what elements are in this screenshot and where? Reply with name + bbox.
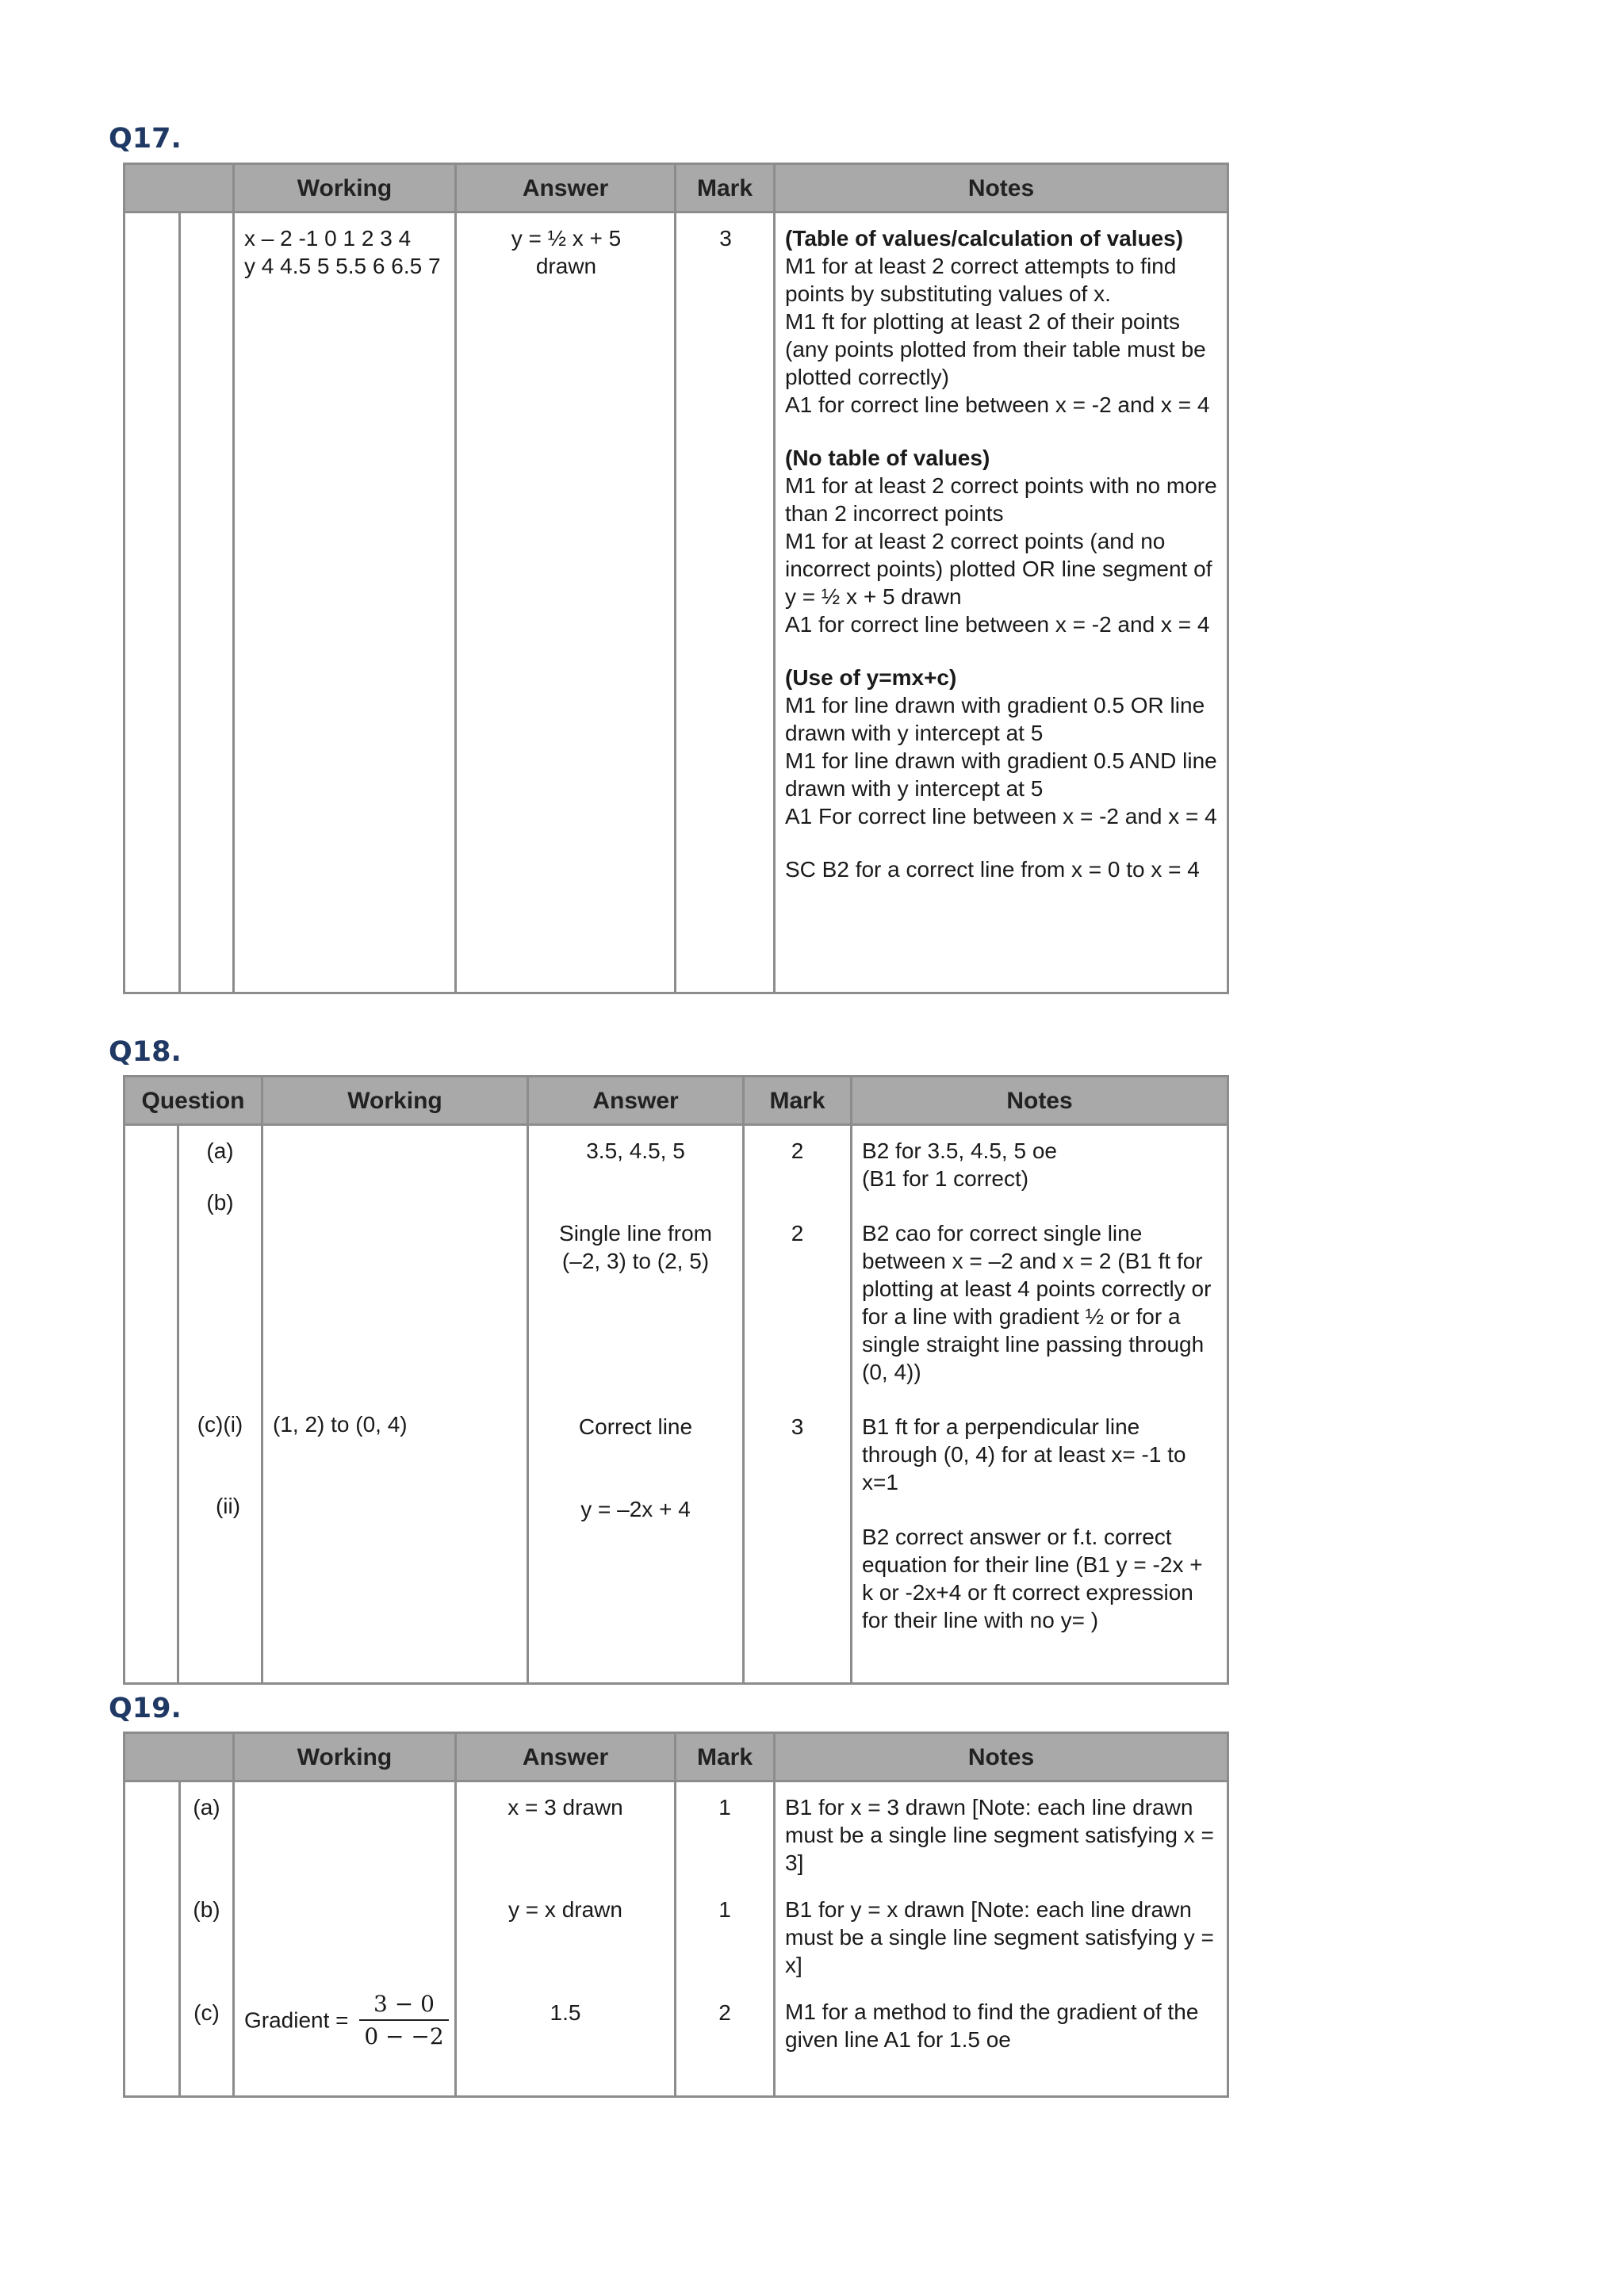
q18-header-working: Working xyxy=(262,1077,528,1125)
q17-note: SC B2 for a correct line from x = 0 to x = 4 xyxy=(785,857,1200,882)
q19-working xyxy=(234,1781,456,2097)
q19-answer-c: 1.5 xyxy=(550,2000,581,2025)
q19-mark-a: 1 xyxy=(718,1795,731,1820)
q17-working xyxy=(234,212,456,993)
q17-notes xyxy=(775,212,1228,993)
q18-note-c-ii: B2 correct answer or f.t. correct equation for their line (B1 y = -2x + k or -2x+4 or ft correct expression for their line with no y= ) xyxy=(862,1525,1203,1632)
q18-working xyxy=(262,1125,528,1684)
q18-working-c-i: (1, 2) to (0, 4) xyxy=(273,1412,408,1437)
q17-note: M1 for at least 2 correct points with no more than 2 incorrect points xyxy=(785,473,1217,526)
q17-mark: 3 xyxy=(676,212,775,993)
q17-notes-heading-1: (Table of values/calculation of values) xyxy=(785,226,1184,251)
q18-answer-b-line1: Single line from xyxy=(559,1221,712,1246)
q19-label: Q19. xyxy=(109,1693,182,1724)
q19-fraction-denominator: 0 − −2 xyxy=(364,2023,444,2049)
q17-answer-line1: y = ½ x + 5 xyxy=(511,226,622,251)
q18-cell-empty xyxy=(124,1125,178,1684)
q17-note: A1 For correct line between x = -2 and x = 4 xyxy=(785,804,1217,828)
q17-answer-line2: drawn xyxy=(535,254,597,278)
q19-note-c: M1 for a method to find the gradient of the given line A1 for 1.5 oe xyxy=(785,1999,1199,2052)
q19-mark xyxy=(676,1781,775,2097)
q19-cell-empty xyxy=(124,1781,180,2097)
q17-header-mark: Mark xyxy=(676,164,775,212)
q17-working-line2: y 4 4.5 5 5.5 6 6.5 7 xyxy=(244,254,441,278)
q18-mark-b: 2 xyxy=(791,1221,804,1246)
q19-answer-b: y = x drawn xyxy=(508,1897,622,1922)
q19-answer xyxy=(456,1781,676,2097)
q17-cell-empty-2 xyxy=(180,212,234,993)
q18-note-c-i: B1 ft for a perpendicular line through (0, 4) for at least x= -1 to x=1 xyxy=(862,1414,1186,1494)
q17-note: A1 for correct line between x = -2 and x = 4 xyxy=(785,612,1210,637)
q17-notes-heading-3: (Use of y=mx+c) xyxy=(785,665,957,690)
q19-note-a: B1 for x = 3 drawn [Note: each line drawn must be a single line segment satisfying x = 3] xyxy=(785,1795,1214,1875)
q19-working-c-label: Gradient = xyxy=(244,2007,349,2033)
q18-mark-c: 3 xyxy=(791,1414,804,1439)
q17-note: M1 for line drawn with gradient 0.5 AND line drawn with y intercept at 5 xyxy=(785,748,1217,801)
q18-header-question: Question xyxy=(124,1077,262,1125)
q19-answer-a: x = 3 drawn xyxy=(508,1795,623,1820)
q18-answer xyxy=(528,1125,744,1684)
q18-header-answer: Answer xyxy=(528,1077,744,1125)
q17-label: Q17. xyxy=(109,123,182,155)
q18-note-a1: B2 for 3.5, 4.5, 5 oe xyxy=(862,1138,1057,1163)
q17-table xyxy=(123,163,1229,994)
q18-mark-a: 2 xyxy=(791,1138,804,1163)
q18-answer-a: 3.5, 4.5, 5 xyxy=(586,1138,685,1163)
q18-part-a: (a) xyxy=(206,1138,234,1163)
q17-note: M1 for at least 2 correct attempts to find points by substituting values of x. xyxy=(785,254,1177,306)
q18-answer-c-ii: y = –2x + 4 xyxy=(580,1497,691,1521)
q18-answer-c-i: Correct line xyxy=(578,1414,693,1439)
q19-part-c: (c) xyxy=(193,2000,220,2025)
q19-mark-c: 2 xyxy=(718,2000,731,2025)
q18-parts xyxy=(178,1125,262,1684)
q18-answer-b-line2: (–2, 3) to (2, 5) xyxy=(561,1249,710,1273)
q17-note: A1 for correct line between x = -2 and x = 4 xyxy=(785,392,1210,417)
q18-part-b: (b) xyxy=(206,1190,234,1215)
q17-header-working: Working xyxy=(234,164,456,212)
q18-part-c-ii: (ii) xyxy=(215,1494,241,1518)
q17-answer xyxy=(456,212,676,993)
q18-header-mark: Mark xyxy=(744,1077,852,1125)
q18-label: Q18. xyxy=(109,1036,182,1068)
q19-table xyxy=(123,1732,1229,2098)
q19-header-notes: Notes xyxy=(775,1733,1228,1781)
q17-working-line1: x – 2 -1 0 1 2 3 4 xyxy=(244,226,412,251)
q17-header-answer: Answer xyxy=(456,164,676,212)
q19-working-c xyxy=(244,1990,449,2050)
q17-note: M1 for line drawn with gradient 0.5 OR line drawn with y intercept at 5 xyxy=(785,693,1205,745)
q19-header-question xyxy=(124,1733,234,1781)
q17-header-notes: Notes xyxy=(775,164,1228,212)
q19-fraction-numerator: 3 − 0 xyxy=(359,1990,448,2021)
q18-table xyxy=(123,1075,1229,1685)
q19-parts xyxy=(180,1781,234,2097)
q17-notes-heading-2: (No table of values) xyxy=(785,446,990,470)
q17-note: M1 ft for plotting at least 2 of their points (any points plotted from their table must be plotted correctly) xyxy=(785,309,1206,389)
q19-header-working: Working xyxy=(234,1733,456,1781)
q18-note-a2: (B1 for 1 correct) xyxy=(862,1166,1029,1191)
q18-notes xyxy=(852,1125,1228,1684)
q18-part-c-i: (c)(i) xyxy=(197,1412,243,1437)
q17-header-question xyxy=(124,164,234,212)
q18-mark xyxy=(744,1125,852,1684)
q19-note-b: B1 for y = x drawn [Note: each line drawn must be a single line segment satisfying y = x] xyxy=(785,1897,1214,1977)
q18-note-b: B2 cao for correct single line between x = –2 and x = 2 (B1 ft for plotting at least 4 points correctly or for a line with gradient ½ or for a single straight line passing through (0, 4)) xyxy=(862,1221,1212,1384)
q19-part-b: (b) xyxy=(193,1897,220,1922)
q19-header-mark: Mark xyxy=(676,1733,775,1781)
q18-header-notes: Notes xyxy=(852,1077,1228,1125)
q17-cell-empty-1 xyxy=(124,212,180,993)
q19-mark-b: 1 xyxy=(718,1897,731,1922)
q19-notes xyxy=(775,1781,1228,2097)
q19-gradient-fraction xyxy=(359,1990,448,2050)
q19-part-a: (a) xyxy=(193,1795,220,1820)
q19-header-answer: Answer xyxy=(456,1733,676,1781)
q17-note: M1 for at least 2 correct points (and no incorrect points) plotted OR line segment of y = ½ x + 5 drawn xyxy=(785,529,1212,609)
